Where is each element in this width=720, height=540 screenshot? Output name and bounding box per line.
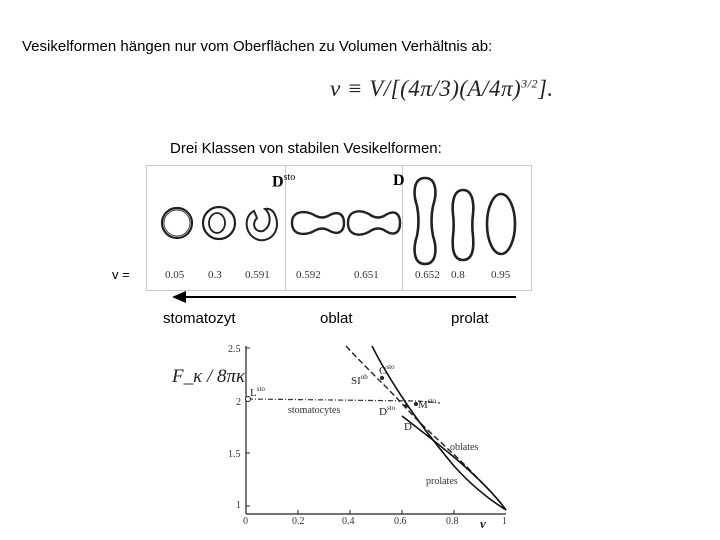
- class-oblat: oblat: [320, 310, 353, 327]
- value-0-8: 0.8: [451, 269, 465, 281]
- energy-diagram: [168, 338, 528, 530]
- plot-xlabel: v: [480, 516, 486, 530]
- ytick-1: 1: [236, 500, 241, 511]
- xtick-1: 1: [502, 516, 507, 527]
- prolate-panel-label: D: [393, 172, 405, 189]
- label-m-sto: $M^{sto}$: [418, 397, 436, 411]
- label-c-sto: $C^{sto}$: [379, 363, 395, 377]
- shape-v005: [162, 208, 192, 238]
- formula-exponent: 3/2: [521, 76, 538, 91]
- arrow-head-icon: [172, 291, 186, 303]
- plot-axes: [246, 346, 506, 514]
- point-d-sto: [404, 404, 408, 408]
- class-prolat: prolat: [451, 310, 489, 327]
- label-d: D: [404, 421, 412, 433]
- value-0-591: 0.591: [245, 269, 270, 281]
- formula-rhs: ].: [537, 76, 554, 101]
- stomatocyte-panel: [146, 165, 286, 291]
- ytick-2: 2: [236, 397, 241, 408]
- xtick-0-4: 0.4: [342, 516, 355, 527]
- shape-v095: [487, 194, 515, 254]
- shape-v0591: [247, 209, 277, 240]
- formula-lhs: v ≡ V/[(4π/3)(A/4π): [330, 76, 522, 101]
- oblate-panel: [272, 165, 403, 291]
- value-0-3: 0.3: [208, 269, 222, 281]
- label-d-sto: $D^{sto}$: [379, 404, 396, 418]
- formula: [330, 76, 554, 102]
- v-label: v =: [112, 267, 130, 282]
- prolate-panel: [393, 165, 532, 291]
- stomatocyte-branch: [248, 399, 440, 403]
- xtick-0-2: 0.2: [292, 516, 305, 527]
- xtick-0-8: 0.8: [446, 516, 459, 527]
- shape-v0652: [415, 178, 436, 264]
- ytick-2-5: 2.5: [228, 344, 241, 355]
- shape-v08: [453, 190, 474, 260]
- plot-ylabel: F_κ / 8πκ: [172, 366, 246, 387]
- oblate-panel-label: $D^{sto}$: [272, 172, 296, 191]
- shape-v005-inner: [164, 210, 190, 236]
- shape-v0651: [348, 211, 400, 234]
- subtitle: Drei Klassen von stabilen Vesikelformen:: [170, 140, 442, 157]
- label-l-sto: $L^{sto}$: [250, 385, 265, 399]
- direction-arrow: [170, 288, 520, 304]
- label-si-ob: $SI^{ob}$: [351, 373, 368, 387]
- shape-v0592: [292, 212, 344, 234]
- shape-v03: [203, 207, 235, 239]
- label-prolates: prolates: [426, 476, 458, 487]
- value-0-652: 0.652: [415, 269, 440, 281]
- page-title: Vesikelformen hängen nur vom Oberflächen zu Volumen Verhältnis ab:: [22, 38, 493, 55]
- value-0-592: 0.592: [296, 269, 321, 281]
- value-0-05: 0.05: [165, 269, 185, 281]
- prolate-branch: [402, 416, 506, 510]
- label-stomatocytes: stomatocytes: [288, 405, 341, 416]
- value-0-651: 0.651: [354, 269, 379, 281]
- class-stomatozyt: stomatozyt: [163, 310, 236, 327]
- xtick-0-6: 0.6: [394, 516, 407, 527]
- xtick-0: 0: [243, 516, 248, 527]
- value-0-95: 0.95: [491, 269, 511, 281]
- ytick-1-5: 1.5: [228, 449, 241, 460]
- shape-v03-inner: [209, 213, 225, 233]
- label-oblates: oblates: [450, 442, 479, 453]
